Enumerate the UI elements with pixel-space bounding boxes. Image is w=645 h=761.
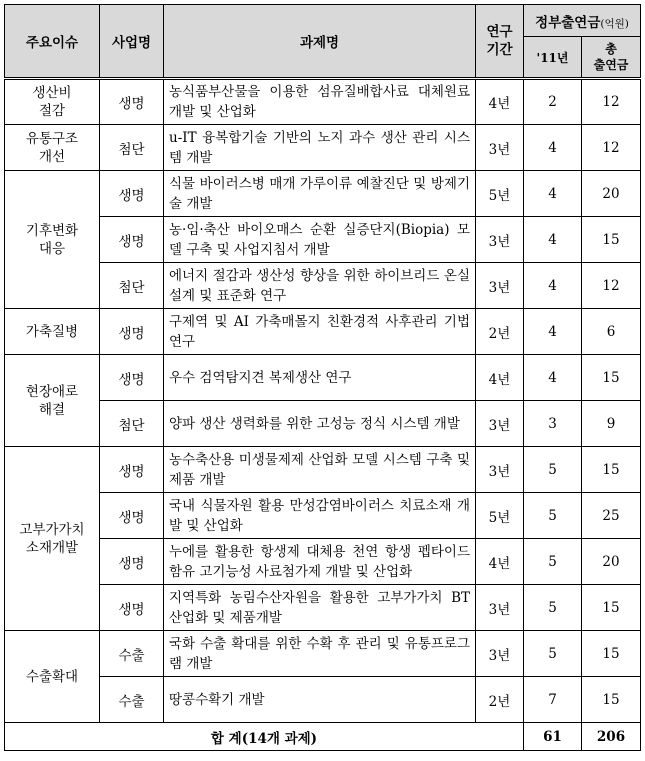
program-cell: 생명: [100, 493, 164, 539]
table-row: [5, 677, 641, 723]
program-cell: 생명: [100, 539, 164, 585]
funding-total-cell: 15: [582, 355, 641, 401]
title-cell: 국화 수출 확대를 위한 수확 후 관리 및 유통프로그램 개발: [164, 631, 476, 677]
funding-total-cell: 15: [582, 585, 641, 631]
issue-cell: 유통구조 개선: [5, 125, 100, 171]
funding-total-cell: 12: [582, 263, 641, 309]
issue-cell: 생산비 절감: [5, 79, 100, 125]
title-cell: 식물 바이러스병 매개 가루이류 예찰진단 및 방제기술 개발: [164, 171, 476, 217]
funding-2011-cell: 2: [524, 79, 582, 125]
period-cell: 2년: [476, 677, 524, 723]
period-cell: 5년: [476, 493, 524, 539]
funding-total-cell: 9: [582, 401, 641, 447]
title-cell: 땅콩수확기 개발: [164, 677, 476, 723]
issue-cell: 고부가가치 소재개발: [5, 447, 100, 631]
funding-total-cell: 20: [582, 171, 641, 217]
header-total: 총 출연금: [582, 37, 641, 79]
table-row: [5, 355, 641, 401]
issue-cell: 가축질병: [5, 309, 100, 355]
header-period: 연구 기간: [476, 5, 524, 79]
period-cell: 3년: [476, 631, 524, 677]
table-row: [5, 401, 641, 447]
title-cell: 농식품부산물을 이용한 섬유질배합사료 대체원료 개발 및 산업화: [164, 79, 476, 125]
title-cell: 국내 식물자원 활용 만성감염바이러스 치료소재 개발 및 산업화: [164, 493, 476, 539]
funding-2011-cell: 5: [524, 631, 582, 677]
title-cell: 지역특화 농림수산자원을 활용한 고부가가치 BT 산업화 및 제품개발: [164, 585, 476, 631]
period-cell: 5년: [476, 171, 524, 217]
issue-cell: 현장애로 해결: [5, 355, 100, 447]
funding-2011-cell: 4: [524, 217, 582, 263]
table-row: [5, 217, 641, 263]
funding-2011-cell: 4: [524, 263, 582, 309]
title-cell: 우수 검역탐지견 복제생산 연구: [164, 355, 476, 401]
issue-cell: 기후변화 대응: [5, 171, 100, 309]
funding-total-cell: 6: [582, 309, 641, 355]
funding-total-cell: 20: [582, 539, 641, 585]
funding-2011-cell: 3: [524, 401, 582, 447]
table-row: [5, 125, 641, 171]
funding-2011-cell: 4: [524, 355, 582, 401]
table-wrapper: [4, 4, 641, 751]
funding-2011-cell: 4: [524, 171, 582, 217]
program-cell: 생명: [100, 79, 164, 125]
period-cell: 3년: [476, 401, 524, 447]
program-cell: 생명: [100, 171, 164, 217]
table-row: [5, 631, 641, 677]
funding-total-cell: 12: [582, 79, 641, 125]
title-cell: 누에를 활용한 항생제 대체용 천연 항생 펩타이드 함유 고기능성 사료첨가제 개발 및 산업화: [164, 539, 476, 585]
issue-cell: 수출확대: [5, 631, 100, 723]
funding-total-cell: 15: [582, 217, 641, 263]
header-funding: [524, 5, 641, 37]
table-row: [5, 539, 641, 585]
funding-2011-cell: 5: [524, 539, 582, 585]
header-title: 과제명: [164, 5, 476, 79]
program-cell: 생명: [100, 355, 164, 401]
program-cell: 생명: [100, 447, 164, 493]
funding-2011-cell: 4: [524, 309, 582, 355]
table-row: [5, 79, 641, 125]
period-cell: 3년: [476, 263, 524, 309]
program-cell: 첨단: [100, 263, 164, 309]
title-cell: 양파 생산 생력화를 위한 고성능 정식 시스템 개발: [164, 401, 476, 447]
table-row: [5, 585, 641, 631]
program-cell: 수출: [100, 677, 164, 723]
header-issue: 주요이슈: [5, 5, 100, 79]
funding-2011-cell: 5: [524, 447, 582, 493]
funding-total-cell: 25: [582, 493, 641, 539]
funding-total-cell: 12: [582, 125, 641, 171]
title-cell: 농·임·축산 바이오매스 순환 실증단지(Biopia) 모델 구축 및 사업지침서 개발: [164, 217, 476, 263]
funding-total-cell: 15: [582, 447, 641, 493]
funding-2011-cell: 4: [524, 125, 582, 171]
program-cell: 생명: [100, 217, 164, 263]
period-cell: 3년: [476, 447, 524, 493]
title-cell: u-IT 융복합기술 기반의 노지 과수 생산 관리 시스템 개발: [164, 125, 476, 171]
period-cell: 4년: [476, 355, 524, 401]
period-cell: 3년: [476, 585, 524, 631]
funding-total-cell: 15: [582, 631, 641, 677]
title-cell: 에너지 절감과 생산성 향상을 위한 하이브리드 온실 설계 및 표준화 연구: [164, 263, 476, 309]
period-cell: 4년: [476, 79, 524, 125]
footer-total: 206: [582, 723, 641, 751]
program-cell: 첨단: [100, 401, 164, 447]
table-row: [5, 493, 641, 539]
funding-2011-cell: 5: [524, 493, 582, 539]
table-header: [5, 5, 641, 79]
program-cell: 수출: [100, 631, 164, 677]
table-footer: [5, 723, 641, 751]
table-row: [5, 171, 641, 217]
table-row: [5, 447, 641, 493]
period-cell: 3년: [476, 217, 524, 263]
funding-2011-cell: 7: [524, 677, 582, 723]
funding-2011-cell: 5: [524, 585, 582, 631]
footer-label: 합 계(14개 과제): [5, 723, 524, 751]
table-body: [5, 79, 641, 723]
project-table: [4, 4, 641, 751]
program-cell: 첨단: [100, 125, 164, 171]
header-funding-unit: (억원): [600, 17, 629, 30]
header-2011: '11년: [524, 37, 582, 79]
header-funding-label: 정부출연금: [535, 14, 601, 31]
header-program: 사업명: [100, 5, 164, 79]
funding-total-cell: 15: [582, 677, 641, 723]
period-cell: 2년: [476, 309, 524, 355]
title-cell: 구제역 및 AI 가축매몰지 친환경적 사후관리 기법 연구: [164, 309, 476, 355]
period-cell: 4년: [476, 539, 524, 585]
program-cell: 생명: [100, 585, 164, 631]
program-cell: 생명: [100, 309, 164, 355]
title-cell: 농수축산용 미생물제제 산업화 모델 시스템 구축 및 제품 개발: [164, 447, 476, 493]
table-row: [5, 263, 641, 309]
period-cell: 3년: [476, 125, 524, 171]
table-row: [5, 309, 641, 355]
footer-2011: 61: [524, 723, 582, 751]
